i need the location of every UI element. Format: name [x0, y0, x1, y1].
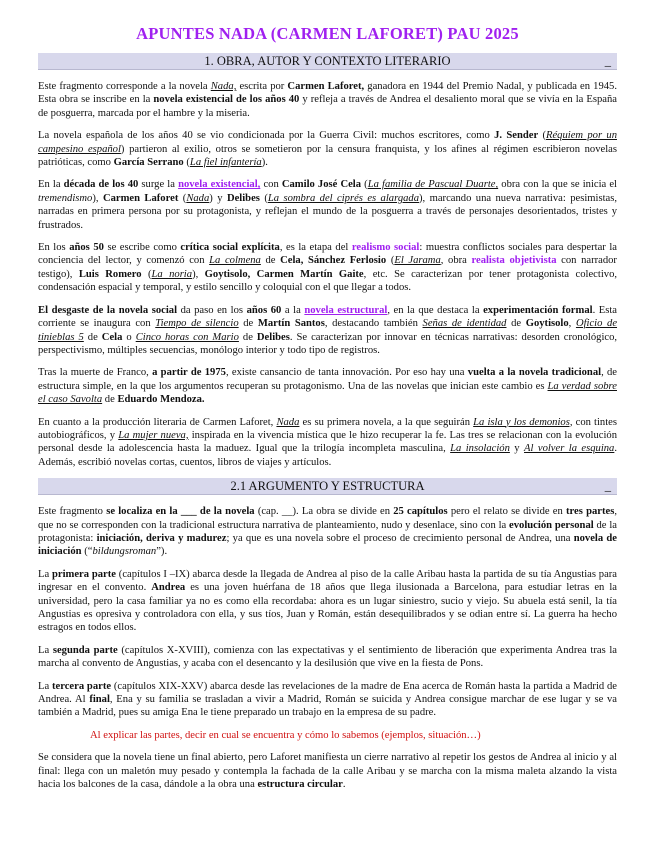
section-heading-mark: _	[604, 54, 611, 68]
section-heading-obra-autor	[38, 53, 617, 70]
teacher-note: Al explicar las partes, decir en cual se encuentra y cómo lo sabemos (ejemplos, situación…)	[90, 729, 481, 741]
text-run: ; ya que es una novela sobre el proceso de crecimiento personal de Andrea, una	[226, 532, 574, 544]
text-run: escrita por	[236, 81, 288, 92]
text-run: ) partieron al exilio, otros se sometieron por la censura franquista, y los afines al régimen escribieron novelas patrióticas, como	[38, 143, 617, 169]
section-heading-text: 1. OBRA, AUTOR Y CONTEXTO LITERARIO	[204, 54, 451, 68]
book-title: La colmena	[209, 255, 261, 267]
paragraph-novela-40	[38, 129, 617, 169]
text-run: La novela española de los años 40 se vio condicionada por la Guerra Civil: muchos escritores, como	[38, 130, 495, 142]
text-run: con	[260, 179, 282, 191]
book-title: Al volver la esquina	[524, 443, 615, 455]
text-run: (	[386, 255, 395, 267]
author-name: Martín Santos	[257, 318, 325, 330]
text-run: de	[102, 394, 118, 406]
book-title: Nada	[276, 416, 300, 428]
book-title: La verdad sobre el caso Savolta	[38, 380, 617, 406]
term-bold: El desgaste de la novela social	[38, 304, 178, 316]
text-run: , es la etapa del	[279, 242, 352, 254]
paragraph-realismo-social	[38, 241, 617, 295]
paragraph-primera-parte	[38, 568, 617, 635]
movement-highlight: realismo social	[351, 242, 420, 254]
text-run: ”).	[156, 546, 168, 558]
text-run: , obra	[440, 255, 472, 267]
text-run: con narrador testigo),	[38, 255, 617, 280]
text-run: ),	[192, 268, 205, 280]
term-bold: crítica social explícita	[180, 242, 280, 254]
book-title: Señas de identidad	[422, 318, 507, 330]
text-run: y refleja a través de Andrea el desaliento moral que se vivía en la España de posguerra, marcada por el hambre y la miseria.	[38, 94, 617, 119]
text-run: . Esta corriente se inaugura con	[38, 304, 618, 330]
book-title: El Jarama	[394, 255, 441, 267]
author-name: Goytisolo, Carmen Martín Gaite	[204, 268, 364, 280]
text-run: pero el relato se divide en	[447, 506, 567, 518]
author-name: Delibes	[226, 192, 260, 204]
movement-highlight: realista objetivista	[471, 255, 557, 267]
text-run: , existe cansancio de tanta innovación. Por eso hay una	[225, 367, 468, 379]
text-run: , Ena y su familia se trasladan a vivir a Madrid, Román se suicida y Andrea consigue marchar de ese lugar y se va también a Madrid, pues su amiga Ena le tiene preparado un trabajo en la empresa de su padre.	[38, 694, 617, 719]
author-name: García Serrano	[113, 157, 184, 169]
book-title: La familia de Pascual Duarte,	[367, 179, 499, 191]
text-run: (	[361, 179, 368, 191]
author-name: Carmen Laforet,	[287, 81, 365, 92]
text-run: En la	[38, 179, 64, 191]
author-name: Delibes	[256, 331, 290, 343]
movement-highlight: novela existencial,	[178, 179, 261, 191]
book-title: La fiel infantería	[189, 157, 262, 169]
book-title-nada: Nada,	[210, 81, 237, 92]
period-highlight: años 50	[69, 242, 104, 254]
term-italic: bildungsroman	[92, 546, 157, 558]
section-heading-text: 2.1 ARGUMENTO Y ESTRUCTURA	[230, 479, 425, 494]
book-title: La sombra del ciprés es alargada	[267, 192, 420, 204]
text-run: inspirada en la vivencia mística que le hizo recuperar la fe. Las tres se relacionan con la evolución personal desde la adolescencia hasta la maduez. Igual que la trilogía incompleta masculina,	[38, 429, 617, 455]
text-run: o	[122, 331, 136, 343]
document-title: APUNTES NADA (CARMEN LAFORET) PAU 2025	[136, 24, 519, 43]
term-bold: final	[89, 694, 110, 706]
paragraph-novela-estructural	[38, 304, 617, 358]
text-run: : muestra conflictos sociales para despertar la conciencia del lector, y comenzó con	[38, 242, 618, 267]
author-name: Cela, Sánchez Ferlosio	[280, 255, 387, 267]
text-run: de	[238, 331, 257, 343]
term-bold: 25 capítulos	[393, 506, 448, 518]
text-run: (	[141, 268, 152, 280]
text-run: ).	[261, 157, 268, 169]
text-run: , etc. Se caracterizan por tener protagonista colectivo, condensación espacial y temporal, y estilo sencillo y coloquial con el que llegar a todos.	[38, 268, 618, 294]
text-run: de	[83, 331, 102, 343]
paragraph-segunda-parte	[38, 644, 617, 671]
text-run: En los	[38, 242, 70, 254]
author-name: Eduardo Mendoza.	[117, 394, 205, 406]
text-run: obra con la que se inicia el	[498, 179, 618, 191]
author-name: Luis Romero	[78, 268, 142, 280]
text-run: La	[38, 680, 52, 692]
text-run: (capítulos X-XVIII), comienza con las expectativas y el sentimiento de liberación que experimenta Andrea tras la marcha al convento de Angustias, y acaba con el desencanto y la desilusión que vive en la fiesta de Pons.	[38, 644, 617, 670]
text-run: es su primera novela, a la que seguirán	[299, 416, 474, 428]
term-bold: experimentación formal	[483, 304, 593, 316]
text-run: . Se caracterizan por innovar en técnicas narrativas: desorden cronológico, perspectivismo, múltiples secuencias, monólogo interior y todo tipo de registros.	[38, 331, 618, 356]
text-run: ganadora en 1944 del Premio Nadal, y publicada en 1945. Esta obra se inscribe en la	[38, 81, 617, 106]
text-run: . Además, escribió novelas cortas, cuentos, libros de viajes y artículos.	[38, 443, 618, 468]
period-highlight: década de los 40	[63, 179, 139, 191]
text-run: (	[183, 157, 190, 169]
book-title: La mujer nueva,	[118, 429, 189, 441]
text-run: .	[342, 779, 346, 791]
term-bold: novela de iniciación	[38, 532, 618, 558]
paragraph-tercera-parte	[38, 680, 617, 720]
text-run: ) y	[209, 192, 227, 204]
text-run: La	[38, 568, 52, 580]
term-bold: segunda parte	[52, 644, 118, 656]
text-run: Este fragmento corresponde a la novela	[38, 81, 211, 92]
text-run: La	[38, 644, 53, 656]
text-run: surge la	[138, 179, 179, 191]
character-name: Andrea	[151, 582, 186, 594]
term-bold: evolución personal	[509, 519, 594, 531]
text-run: a la	[281, 304, 305, 316]
text-run: Se considera que la novela tiene un final abierto, pero Laforet manifiesta un cierre narrativo al repetir los gestos de Andrea al inicio y al final: llega con un maletón muy pesado y contempla la fachada de la calle Aribau y se marcha con la misma maleta alzando la vista hacia los balcones de la casa, dándole a la obra una	[38, 752, 617, 791]
paragraph-produccion-laforet	[38, 416, 617, 470]
author-name: Goytisolo	[525, 318, 569, 330]
text-run: y	[509, 443, 525, 455]
text-run: En cuanto a la producción literaria de Carmen Laforet,	[38, 416, 277, 428]
book-title: Nada	[186, 192, 210, 204]
text-run: de la protagonista:	[38, 519, 617, 544]
text-run: de	[238, 318, 258, 330]
term-bold: tercera parte	[51, 680, 112, 692]
term-bold: primera parte	[51, 568, 116, 580]
text-run: con tintes autobiográficos, y	[38, 416, 617, 441]
paragraph-estructura	[38, 505, 617, 559]
book-title: La noria	[151, 268, 193, 280]
text-run: ),	[92, 192, 103, 204]
text-run: Tras la muerte de Franco,	[38, 367, 153, 379]
text-run: (	[259, 192, 268, 204]
author-name: J. Sender	[494, 130, 539, 142]
text-run: (“	[81, 546, 93, 558]
text-run: , destacando también	[324, 318, 423, 330]
book-title: Tiempo de silencio	[155, 318, 239, 330]
text-run: , que no se corresponden con la tradicional estructura narrativa de planteamiento, nudo y desenlace, sino con la	[38, 506, 617, 531]
text-run: (capítulos I –IX) abarca desde la llegada de Andrea al piso de la calle Aribau hasta la partida de su tía Angustias para ingresar en el convento.	[38, 568, 617, 594]
text-run: ), marcando una nueva narrativa: pesimistas, narradas en primera persona por su protagonista, y reflejan el mundo de la posguerra a través de personajes desorientados, tristes y frustrados.	[38, 192, 617, 231]
term-bold: iniciación, deriva y madurez	[96, 532, 227, 544]
text-run: ,	[568, 318, 576, 330]
term-bold: se localiza en la ___ de la novela	[106, 506, 255, 518]
text-run: Este fragmento	[38, 506, 107, 518]
term-italic: tremendismo	[38, 192, 93, 204]
author-name: Cela	[101, 331, 123, 343]
paragraph-intro	[38, 80, 617, 120]
author-name: Carmen Laforet	[102, 192, 179, 204]
paragraph-1975	[38, 366, 617, 406]
period-highlight: años 60	[246, 304, 282, 316]
term-bold: vuelta a la novela tradicional	[467, 367, 602, 379]
text-run: (	[178, 192, 187, 204]
book-title: La insolación	[450, 443, 510, 455]
book-title: Oficio de tinieblas 5	[38, 318, 618, 343]
book-title: La isla y los demonios,	[473, 416, 573, 428]
book-title: Réquiem por un campesino español	[38, 130, 618, 155]
text-run: de	[260, 255, 281, 267]
text-run: (	[538, 130, 546, 142]
text-run: es una joven huérfana de 18 años que llega ilusionada a Barcelona, para estudiar letras en la universidad, pero la casa familiar ya no es como ella recordaba: ahora es un lugar siniestro, sucio y viejo. Su abuela está senil, la tía Angustias es opresiva y controladora con ella, y sus tíos, Juan y Román, están desequilibrados y se odian entre sí. La guerra ha hecho estragos en todos ellos.	[38, 582, 617, 634]
text-run: , en la que destaca la	[387, 304, 484, 316]
book-title: Cinco horas con Mario	[135, 331, 239, 343]
paragraph-novela-existencial	[38, 178, 617, 232]
text-run: (cap. __). La obra se divide en	[254, 506, 394, 518]
term-bold: tres partes	[566, 506, 615, 518]
period-highlight: a partir de 1975	[152, 367, 226, 379]
author-name: Camilo José Cela	[281, 179, 362, 191]
text-run: de	[506, 318, 526, 330]
text-run: (capítulos XIX-XXV) abarca desde las revelaciones de la madre de Ena acerca de Román hasta la partida a Madrid de Andrea. Al	[38, 680, 617, 706]
text-run: da paso en los	[177, 304, 247, 316]
section-heading-mark: _	[604, 479, 611, 494]
genre-highlight: novela existencial de los años 40	[153, 94, 300, 106]
movement-highlight: novela estructural	[304, 304, 388, 316]
paragraph-final-abierto	[38, 751, 617, 791]
section-heading-argumento	[38, 478, 617, 495]
text-run: , de estructura simple, en la que los argumentos recuperan su protagonismo. Una de las novelas que inician este cambio es	[38, 367, 618, 392]
term-bold: estructura circular	[257, 779, 343, 791]
text-run: se escribe como	[103, 242, 181, 254]
